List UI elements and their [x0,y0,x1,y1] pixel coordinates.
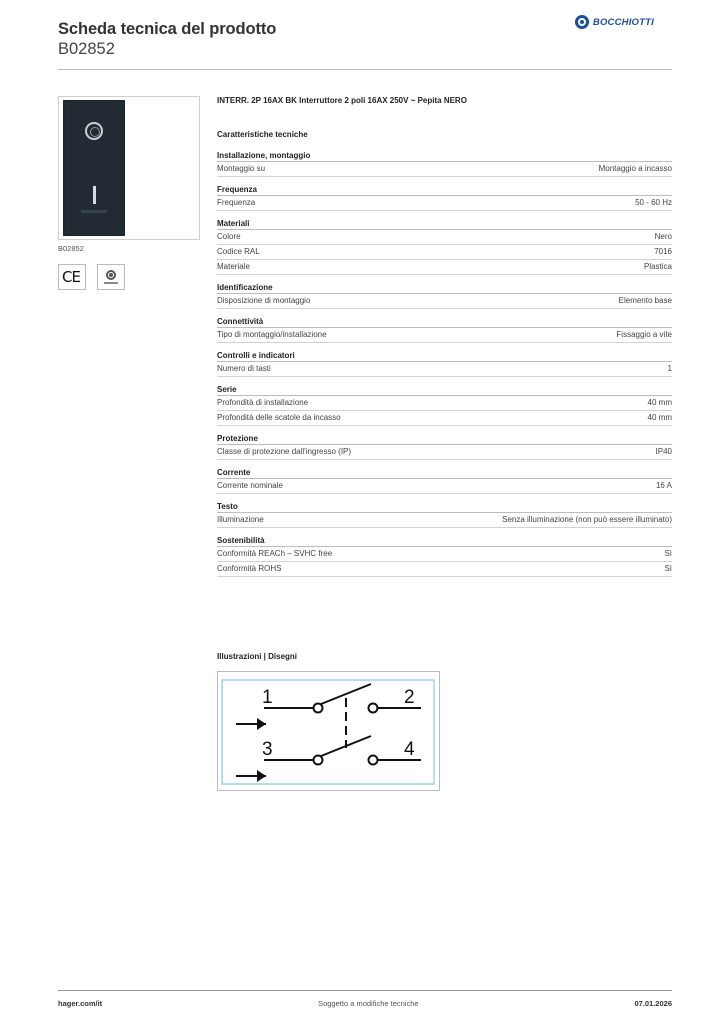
spec-row [217,260,672,275]
spec-group-title: Identificazione [217,283,672,294]
spec-group-title: Protezione [217,434,672,445]
spec-value: Elemento base [618,296,672,305]
spec-group-title: Frequenza [217,185,672,196]
spec-group [217,283,672,309]
spec-row [217,411,672,426]
terminal-label: 2 [404,687,415,708]
spec-row [217,362,672,377]
spec-row [217,328,672,343]
spec-value: Sì [664,549,672,558]
spec-label: Illuminazione [217,515,264,524]
spec-group-title: Serie [217,385,672,396]
spec-value: Montaggio a incasso [598,164,672,173]
illustrations-title: Illustrazioni | Disegni [217,652,298,661]
spec-label: Disposizione di montaggio [217,296,311,305]
spec-group [217,385,672,426]
spec-value: 40 mm [647,413,672,422]
diagram-frame [222,680,434,784]
footer-note: Soggetto a modifiche tecniche [318,999,419,1008]
wiring-diagram [217,671,440,791]
spec-group [217,219,672,275]
spec-row [217,245,672,260]
spec-value: Sì [664,564,672,573]
spec-group-title: Testo [217,502,672,513]
spec-group-title: Materiali [217,219,672,230]
spec-label: Numero di tasti [217,364,271,373]
spec-value: Senza illuminazione (non può essere illuminato) [502,515,672,524]
switch-icon [63,100,125,236]
spec-group-title: Controlli e indicatori [217,351,672,362]
spec-group-title: Sostenibilità [217,536,672,547]
double-pole-switch-diagram [218,672,441,792]
rohs-mark-icon [97,264,125,290]
spec-value: 40 mm [647,398,672,407]
spec-value: Nero [654,232,672,241]
spec-group [217,185,672,211]
page-header [58,16,672,70]
footer-site-link[interactable]: hager.com/it [58,999,103,1008]
spec-label: Codice RAL [217,247,260,256]
spec-value: Plastica [643,262,672,271]
terminal-label: 3 [262,739,273,760]
product-code-heading: B02852 [58,40,115,58]
spec-group [217,434,672,460]
spec-label: Conformità ROHS [217,564,282,573]
spec-label: Corrente nominale [217,481,283,490]
input-arrow-icon [257,770,266,782]
spec-group-title: Installazione, montaggio [217,151,672,162]
brand-logo-icon [575,15,589,29]
input-arrow-icon [257,718,266,730]
spec-group [217,468,672,494]
brand-logo [575,15,654,29]
brand-name: BOCCHIOTTI [592,16,654,28]
spec-row [217,230,672,245]
product-image-caption: B02852 [58,244,84,253]
product-description: INTERR. 2P 16AX BK Interruttore 2 poli 16AX 250V ~ Pepita NERO [217,96,467,105]
spec-label: Materiale [217,262,250,271]
page-title: Scheda tecnica del prodotto [58,20,277,38]
spec-value: 1 [667,364,672,373]
spec-row [217,513,672,528]
spec-label: Classe di protezione dall'ingresso (IP) [217,447,352,456]
spec-label: Tipo di montaggio/installazione [217,330,327,339]
spec-groups [217,151,672,577]
spec-group [217,536,672,577]
spec-value: 7016 [654,247,672,256]
spec-group [217,317,672,343]
spec-label: Conformità REACh – SVHC free [217,549,333,558]
spec-group [217,351,672,377]
spec-group-title: Connettività [217,317,672,328]
spec-row [217,547,672,562]
page-footer [58,990,672,1016]
section-title: Caratteristiche tecniche [217,130,308,139]
spec-group-title: Corrente [217,468,672,479]
spec-row [217,479,672,494]
spec-label: Montaggio su [217,164,266,173]
spec-row [217,196,672,211]
spec-row [217,562,672,577]
spec-value: IP40 [655,447,672,456]
spec-label: Profondità di installazione [217,398,309,407]
spec-label: Profondità delle scatole da incasso [217,413,341,422]
product-image [58,96,200,240]
spec-group [217,502,672,528]
footer-date: 07.01.2026 [634,999,672,1008]
ce-mark-icon: CE [58,264,86,290]
spec-label: Frequenza [217,198,256,207]
spec-value: 50 - 60 Hz [635,198,672,207]
spec-value: Fissaggio a vite [616,330,672,339]
spec-row [217,162,672,177]
spec-value: 16 A [655,481,672,490]
terminal-label: 1 [262,687,273,708]
spec-row [217,445,672,460]
spec-label: Colore [217,232,241,241]
spec-row [217,396,672,411]
spec-row [217,294,672,309]
spec-content [217,96,672,577]
spec-group [217,151,672,177]
terminal-label: 4 [404,739,415,760]
